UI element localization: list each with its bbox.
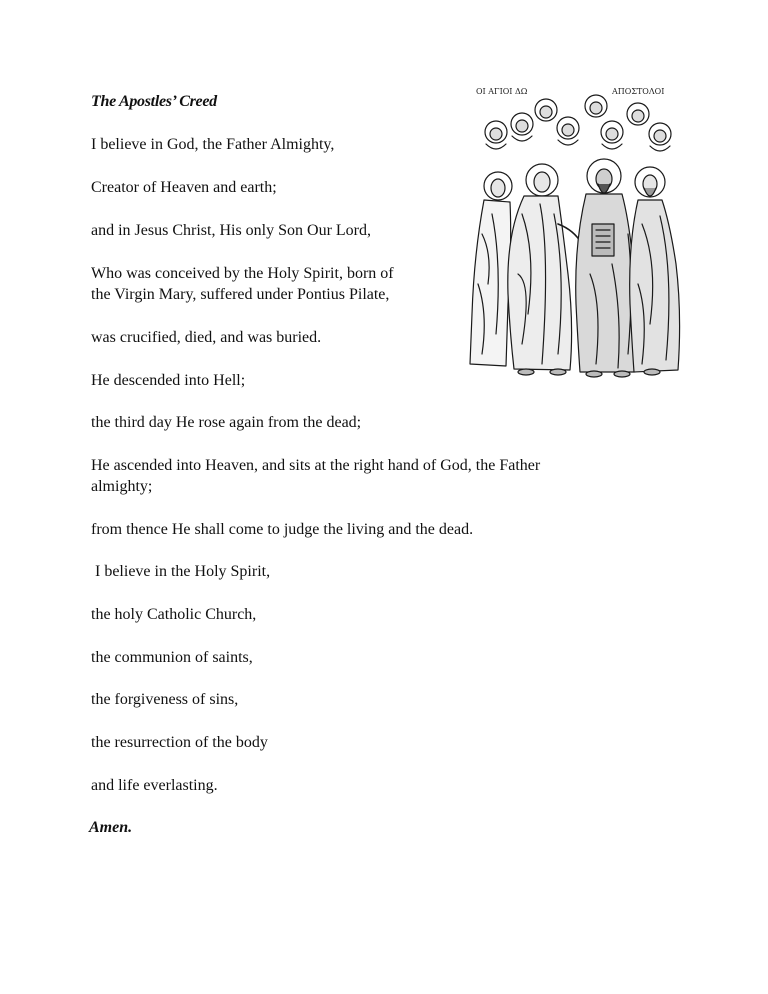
creed-line-2: Creator of Heaven and earth; xyxy=(91,179,277,196)
creed-line-6: was crucified, died, and was buried. xyxy=(91,329,322,346)
creed-line-5: the Virgin Mary, suffered under Pontius Pilate, xyxy=(91,286,390,303)
inscription-right: ΑΠΟΣΤΟΛΟΙ xyxy=(612,87,665,96)
creed-line-13: the holy Catholic Church, xyxy=(91,606,257,623)
creed-line-12: I believe in the Holy Spirit, xyxy=(91,563,271,580)
document-title: The Apostles’ Creed xyxy=(91,93,217,110)
creed-line-15: the forgiveness of sins, xyxy=(91,691,239,708)
creed-line-14: the communion of saints, xyxy=(91,649,253,666)
creed-line-17: and life everlasting. xyxy=(91,777,218,794)
creed-line-7: He descended into Hell; xyxy=(91,372,246,389)
creed-line-10: almighty; xyxy=(91,478,153,495)
closing-amen: Amen. xyxy=(89,819,133,836)
apostles-icon-illustration xyxy=(462,84,686,378)
inscription-left: ΟΙ ΑΓΙΟΙ ΔΩ xyxy=(476,87,528,96)
creed-line-16: the resurrection of the body xyxy=(91,734,268,751)
creed-line-4: Who was conceived by the Holy Spirit, born of xyxy=(91,265,394,282)
creed-line-11: from thence He shall come to judge the living and the dead. xyxy=(91,521,474,538)
creed-line-9: He ascended into Heaven, and sits at the right hand of God, the Father xyxy=(91,457,541,474)
creed-line-3: and in Jesus Christ, His only Son Our Lord, xyxy=(91,222,371,239)
creed-line-8: the third day He rose again from the dead; xyxy=(91,414,362,431)
creed-line-1: I believe in God, the Father Almighty, xyxy=(91,136,335,153)
